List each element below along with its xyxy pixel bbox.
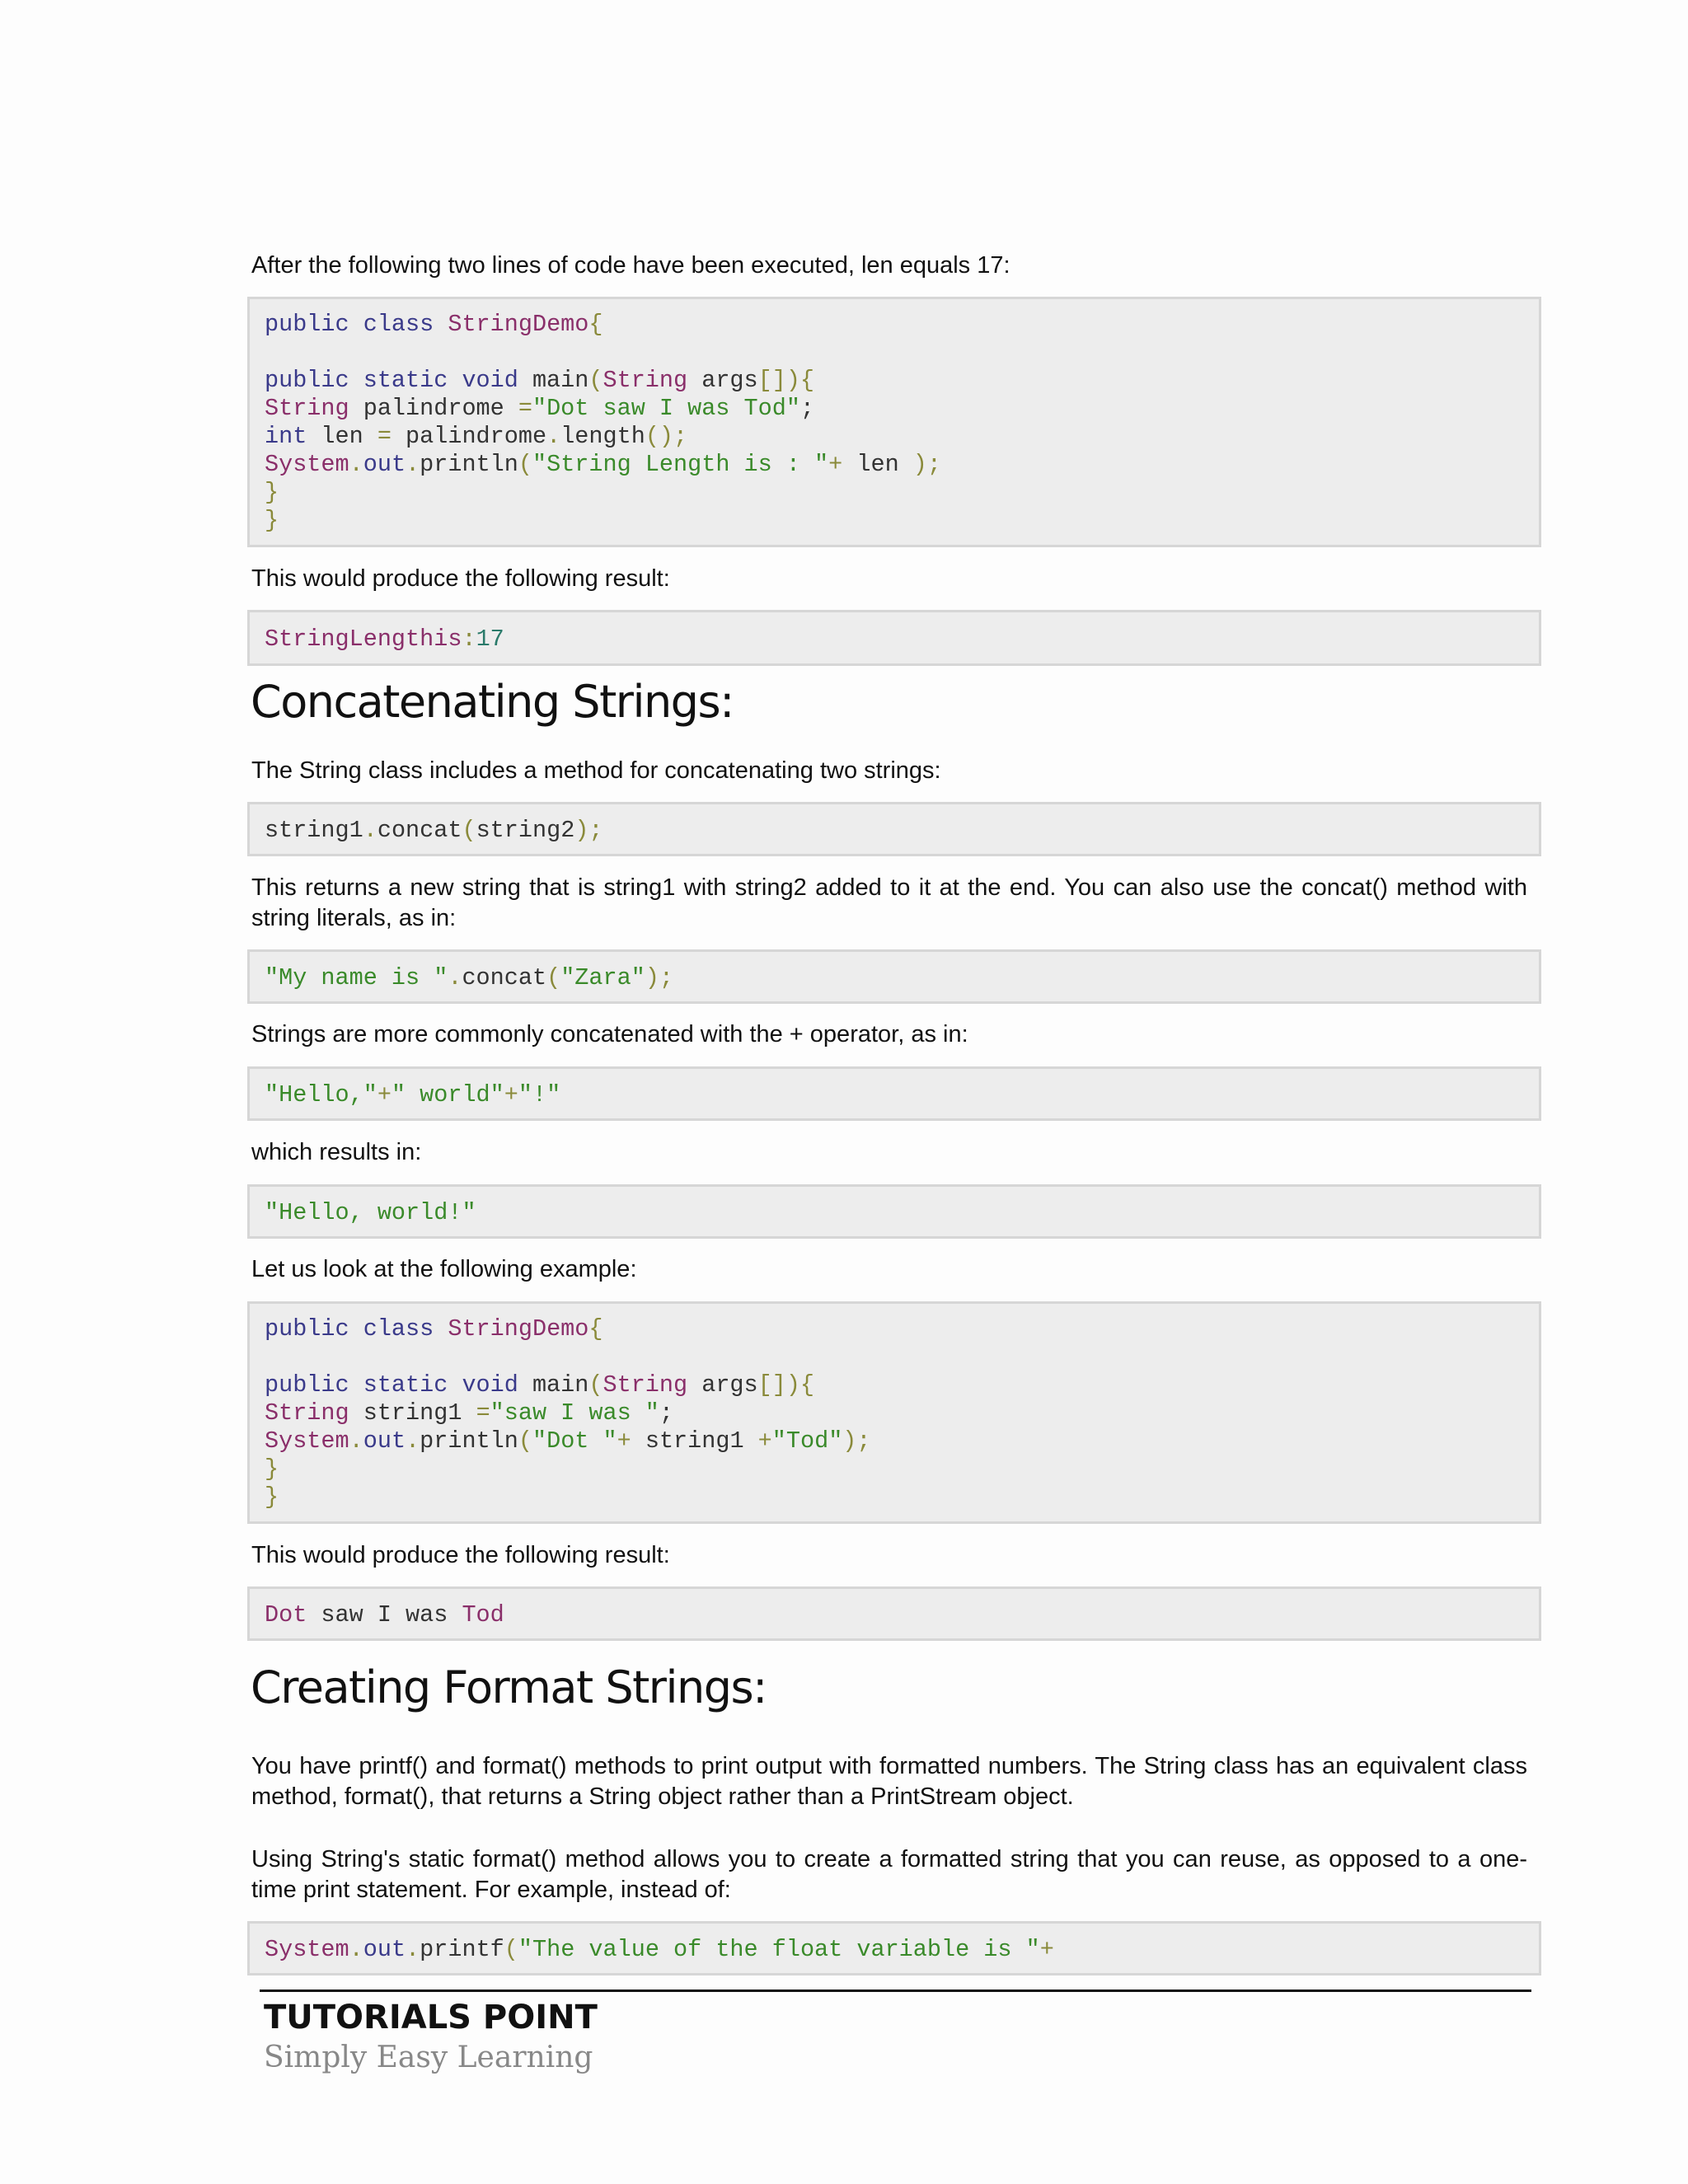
code-token: 17 — [476, 626, 504, 653]
paragraph-printf-format: You have printf() and format() methods to print output with formatted numbers. The String class has an equivalent class method, format(), that returns a String object rather than a PrintStream object. — [251, 1753, 1527, 1810]
code-token: concat — [377, 817, 462, 844]
code-line — [265, 1081, 1524, 1109]
code-token: string1 — [349, 1399, 476, 1427]
code-token: int — [265, 423, 307, 450]
code-token: length — [560, 423, 645, 450]
code-token: "saw I was " — [490, 1399, 659, 1427]
footer-tagline: Simply Easy Learning — [264, 2041, 593, 2074]
code-token: len — [842, 451, 913, 478]
code-token: []){ — [757, 1371, 815, 1399]
code-token: + — [757, 1427, 772, 1455]
code-token: ); — [912, 451, 942, 478]
code-token: ; — [799, 395, 815, 422]
code-line — [265, 1601, 1524, 1629]
paragraph-concat-literals: This returns a new string that is string1 with string2 added to it at the end. You can also use the concat() method with string literals, as in: — [251, 874, 1527, 931]
code-token: ( — [588, 1371, 603, 1399]
code-token: . — [448, 964, 462, 991]
heading-concatenating-strings: Concatenating Strings: — [251, 676, 734, 728]
code-token: ( — [504, 1936, 518, 1963]
code-token: string2 — [476, 817, 575, 844]
code-token: concat — [462, 964, 547, 991]
footer-divider — [260, 1990, 1531, 1992]
code-block-string-length — [247, 297, 1541, 547]
code-token: []){ — [757, 367, 815, 394]
code-token: { — [588, 1315, 603, 1343]
code-token: System — [265, 1427, 349, 1455]
code-line — [265, 1455, 1524, 1483]
code-token: printf — [420, 1936, 504, 1963]
code-token: } — [265, 1455, 279, 1483]
code-line — [265, 423, 1524, 451]
code-token: . — [406, 1936, 420, 1963]
code-token: public class — [265, 1315, 448, 1343]
code-token: StringDemo — [448, 1315, 589, 1343]
code-line — [265, 817, 1524, 845]
code-token: StringLengthis — [265, 626, 462, 653]
code-line — [265, 367, 1524, 395]
code-block-concat-method — [247, 802, 1541, 856]
code-token: : — [462, 626, 476, 653]
code-token: "Dot saw I was Tod" — [532, 395, 800, 422]
code-token: len — [307, 423, 377, 450]
code-token: Dot — [265, 1601, 307, 1629]
code-token: System — [265, 451, 349, 478]
code-token: saw I was — [307, 1601, 462, 1629]
code-token: StringDemo — [448, 311, 589, 338]
code-line — [265, 1199, 1524, 1227]
code-line — [265, 1343, 1524, 1371]
code-token: ); — [645, 964, 674, 991]
code-block-hello-world — [247, 1184, 1541, 1239]
code-line — [265, 1371, 1524, 1399]
code-token: "String Length is : " — [532, 451, 829, 478]
code-token: palindrome — [349, 395, 518, 422]
code-token: out — [363, 451, 406, 478]
code-token: ( — [518, 1427, 532, 1455]
code-token: "My name is " — [265, 964, 448, 991]
code-token: main — [532, 1371, 589, 1399]
paragraph-static-format: Using String's static format() method allows you to create a formatted string that you can reuse, as opposed to a one-time print statement. For example, instead of: — [251, 1846, 1527, 1903]
code-line — [265, 451, 1524, 479]
code-token: (); — [645, 423, 688, 450]
code-token: string1 — [265, 817, 363, 844]
code-line — [265, 479, 1524, 507]
paragraph-concat-intro: The String class includes a method for concatenating two strings: — [251, 757, 941, 784]
code-token: "Zara" — [560, 964, 645, 991]
paragraph-len-intro: After the following two lines of code have been executed, len equals 17: — [251, 252, 1010, 279]
code-token: ( — [546, 964, 561, 991]
paragraph-result-2: This would produce the following result: — [251, 1542, 670, 1568]
code-token: String — [265, 1399, 349, 1427]
code-token: + — [617, 1427, 631, 1455]
code-token: "Dot " — [532, 1427, 617, 1455]
code-line — [265, 339, 1524, 367]
code-line — [265, 626, 1524, 654]
paragraph-example-intro: Let us look at the following example: — [251, 1256, 637, 1282]
code-token: palindrome — [391, 423, 547, 450]
code-token: "!" — [518, 1081, 561, 1108]
code-line — [265, 964, 1524, 992]
code-token: System — [265, 1936, 349, 1963]
code-token: println — [420, 451, 518, 478]
code-block-result-2 — [247, 1586, 1541, 1641]
code-line — [265, 1399, 1524, 1427]
code-token: . — [546, 423, 561, 450]
footer-brand: TUTORIALS POINT — [264, 1999, 598, 2036]
code-token: . — [349, 1936, 363, 1963]
code-token: . — [349, 451, 363, 478]
code-block-concat-literal — [247, 949, 1541, 1004]
code-token: ); — [842, 1427, 871, 1455]
code-line — [265, 311, 1524, 339]
code-token: = — [377, 423, 392, 450]
code-token: Tod — [462, 1601, 504, 1629]
heading-creating-format-strings: Creating Format Strings: — [251, 1661, 767, 1713]
code-token: "Hello," — [265, 1081, 377, 1108]
code-token: public static void — [265, 367, 532, 394]
code-token: String — [603, 367, 688, 394]
code-token: + — [828, 451, 843, 478]
code-block-plus-operator — [247, 1066, 1541, 1121]
code-token: "Hello, world!" — [265, 1199, 476, 1226]
code-token: } — [265, 1483, 279, 1511]
code-token: ; — [659, 1399, 674, 1427]
code-token: ( — [588, 367, 603, 394]
code-line — [265, 1936, 1524, 1964]
code-line — [265, 1315, 1524, 1343]
code-block-printf — [247, 1921, 1541, 1975]
code-token: main — [532, 367, 589, 394]
paragraph-plus-operator: Strings are more commonly concatenated with the + operator, as in: — [251, 1021, 968, 1047]
code-line — [265, 1427, 1524, 1455]
code-token: "The value of the float variable is " — [518, 1936, 1040, 1963]
code-token: } — [265, 479, 279, 506]
code-block-concat-example — [247, 1301, 1541, 1524]
code-token: + — [1039, 1936, 1054, 1963]
paragraph-results-in: which results in: — [251, 1139, 422, 1165]
code-token: ( — [462, 817, 476, 844]
code-token: args — [687, 1371, 758, 1399]
code-token: . — [363, 817, 377, 844]
code-block-result-1 — [247, 610, 1541, 666]
code-token: println — [420, 1427, 518, 1455]
code-token: public class — [265, 311, 448, 338]
code-token: ); — [574, 817, 603, 844]
code-token: out — [363, 1427, 406, 1455]
code-token: } — [265, 507, 279, 534]
code-token: . — [349, 1427, 363, 1455]
code-token: "Tod" — [771, 1427, 843, 1455]
code-token: public static void — [265, 1371, 532, 1399]
code-token: string1 — [631, 1427, 758, 1455]
paragraph-result-1: This would produce the following result: — [251, 565, 670, 592]
code-token: . — [406, 451, 420, 478]
code-token: = — [518, 395, 532, 422]
code-line — [265, 1483, 1524, 1511]
code-token: String — [265, 395, 349, 422]
code-token: = — [476, 1399, 490, 1427]
code-token: ( — [518, 451, 532, 478]
code-token: . — [406, 1427, 420, 1455]
code-token: " world" — [391, 1081, 504, 1108]
code-token: { — [588, 311, 603, 338]
code-token: + — [377, 1081, 392, 1108]
code-token: args — [687, 367, 758, 394]
code-token: out — [363, 1936, 406, 1963]
code-token: String — [603, 1371, 688, 1399]
code-token: + — [504, 1081, 518, 1108]
code-line — [265, 507, 1524, 535]
code-line — [265, 395, 1524, 423]
